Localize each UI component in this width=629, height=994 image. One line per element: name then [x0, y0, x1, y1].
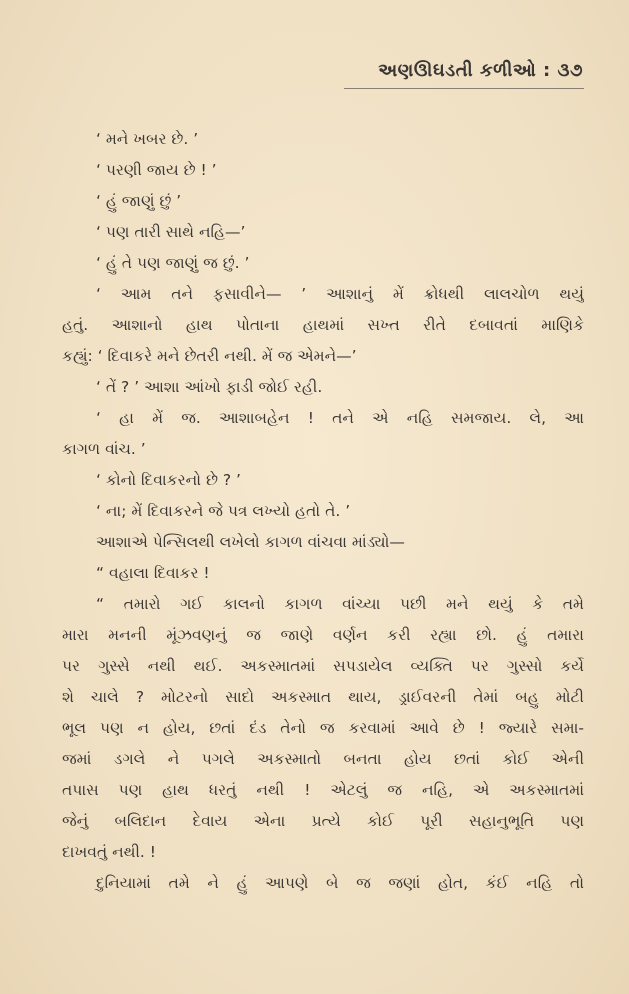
text-line: હતું. આશાનો હાથ પોતાના હાથમાં સખ્ત રીતે દબાવતાં માણિકે: [62, 316, 584, 334]
running-title: અણઊઘડતી કળીઓ : ૩૭: [378, 60, 583, 81]
text-line: “ વહાલા દિવાકર !: [96, 564, 210, 582]
text-line: ‘ કોનો દિવાકરનો છે ? ’: [96, 471, 241, 489]
text-line: ‘ આમ તને ફસાવીને— ’ આશાનું મેં ક્રોધથી લાલચોળ થયું: [96, 285, 584, 303]
text-line: કહ્યું: ‘ દિવાકરે મને છેતરી નથી. મેં જ એમને—’: [62, 347, 357, 365]
text-line: પર ગુસ્સે નથી થઈ. અકસ્માતમાં સપડાયેલ વ્યક્તિ પર ગુસ્સો કર્યે: [62, 657, 584, 675]
text-line: ‘ હા મેં જ. આશાબહેન ! તને એ નહિ સમજાય. લે, આ: [96, 409, 584, 427]
text-line: ભૂલ પણ ન હોય, છતાં દંડ તેનો જ કરવામાં આવે છે ! જ્યારે સમા-: [62, 719, 584, 737]
text-line: આશાએ પેન્સિલથી લખેલો કાગળ વાંચવા માંડ્યો—: [96, 533, 405, 551]
text-line: ‘ તેં ? ’ આશા આંખો ફાડી જોઈ રહી.: [96, 378, 323, 396]
text-line: દાખવતું નથી. !: [62, 843, 156, 861]
text-line: મારા મનની મૂંઝવણનું જ જાણે વર્ણન કરી રહ્યા છો. હું તમારા: [62, 626, 584, 644]
text-line: જેનું બલિદાન દેવાય એના પ્રત્યે કોઈ પૂરી સહાનુભૂતિ પણ: [62, 812, 584, 830]
text-line: જમાં ડગલે ને પગલે અકસ્માતો બનતા હોય છતાં કોઈ એની: [62, 750, 584, 768]
text-line: ‘ હું જાણું છું ’: [96, 192, 182, 210]
header-rule: [344, 88, 584, 89]
text-line: દુનિયામાં તમે ને હું આપણે બે જ જણાં હોત, કંઈ નહિ તો: [96, 874, 584, 892]
text-line: ‘ ના; મેં દિવાકરને જે પત્ર લખ્યો હતો તે. ’: [96, 502, 351, 520]
text-line: શે ચાલે ? મોટરનો સાદો અકસ્માત થાય, ડ્રાઈવરની તેમાં બહુ મોટી: [62, 688, 584, 706]
page-body: [62, 124, 584, 899]
text-line: ‘ હું તે પણ જાણું જ છું. ’: [96, 254, 250, 272]
text-line: કાગળ વાંચ. ’: [62, 440, 146, 458]
text-line: ‘ પરણી જાય છે ! ’: [96, 161, 217, 179]
text-line: ‘ પણ તારી સાથે નહિ—’: [96, 223, 246, 241]
text-line: “ તમારો ગઈ કાલનો કાગળ વાંચ્યા પછી મને થયું કે તમે: [96, 595, 584, 613]
text-line: તપાસ પણ હાથ ધરતું નથી ! એટલું જ નહિ, એ અકસ્માતમાં: [62, 781, 584, 799]
text-line: ‘ મને ખબર છે. ’: [96, 130, 199, 148]
